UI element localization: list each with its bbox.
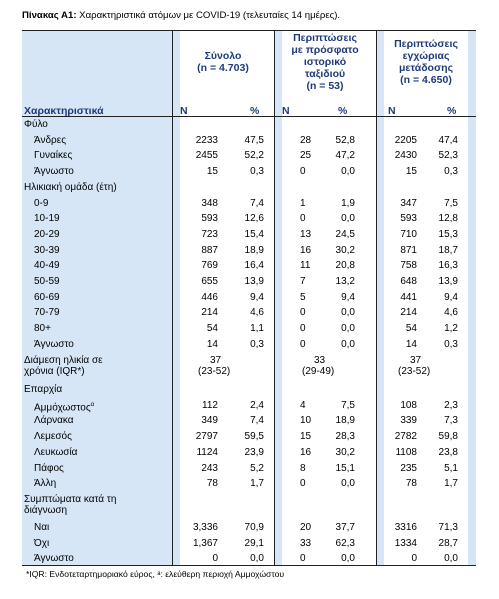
table-cell: 1334	[394, 537, 417, 549]
table-cell: 5	[300, 291, 306, 303]
row-label: Επαρχία	[24, 384, 63, 395]
table-cell: 758	[400, 260, 417, 272]
table-cell: 0,0	[444, 553, 458, 565]
table-cell: 5,1	[444, 462, 458, 474]
table-cell: 0	[300, 166, 306, 178]
table-cell: 11	[300, 260, 311, 272]
table-cell: 347	[400, 197, 417, 209]
table-cell: 0	[300, 323, 306, 335]
row-label: 10-19	[34, 213, 60, 225]
row-label: Λεμεσός	[34, 431, 72, 443]
table-cell: 214	[201, 307, 218, 319]
table-row	[22, 551, 476, 566]
table-cell: 15,1	[335, 462, 355, 474]
table-cell: 54	[405, 323, 417, 335]
table-cell: 871	[400, 244, 417, 256]
table-row	[22, 290, 476, 305]
table-number: Πίνακας Α1:	[22, 10, 77, 21]
row-label: Όχι	[34, 537, 50, 549]
table-cell: 23,9	[244, 446, 264, 458]
row-label: Άγνωστο	[34, 553, 74, 565]
row-label: 40-49	[34, 260, 60, 272]
table-cell: 3,336	[192, 522, 218, 533]
table-cell: 0	[212, 553, 218, 565]
table-row	[22, 398, 476, 413]
table-row	[22, 536, 476, 551]
row-label: 60-69	[34, 291, 60, 303]
table-cell: 1,7	[250, 478, 264, 490]
table-cell: 112	[202, 399, 218, 411]
row-label: 50-59	[34, 276, 60, 287]
table-cell: 0,0	[341, 213, 355, 225]
table-row	[22, 133, 476, 148]
table-cell: 7,3	[444, 415, 458, 427]
table-cell: 30,2	[335, 244, 355, 256]
table-row	[22, 243, 476, 258]
table-cell: 1,2	[444, 323, 458, 335]
header-n-local: N	[388, 105, 396, 117]
table-cell: 0	[300, 338, 306, 350]
symptoms-row: Συμπτώματα κατά τη διάγνωση	[24, 494, 117, 516]
table-cell: 2,4	[250, 399, 264, 411]
table-cell: 15	[300, 431, 312, 443]
table-title	[22, 10, 340, 21]
table-cell: 13,9	[244, 276, 264, 287]
table-cell: 54	[206, 323, 218, 335]
header-n-travel: N	[282, 105, 290, 117]
table-cell: 0	[300, 307, 306, 319]
table-cell: 7,4	[250, 197, 264, 209]
table-cell: 52,2	[244, 150, 264, 162]
table-cell: 10	[300, 415, 312, 427]
table-cell: 70,9	[244, 522, 264, 533]
table-cell: 214	[400, 307, 417, 319]
table-cell: 710	[400, 228, 417, 240]
table-cell: 20	[300, 522, 312, 533]
table-cell: 7,4	[250, 415, 264, 427]
row-label: 0-9	[34, 197, 49, 209]
table-cell: 47,4	[438, 134, 458, 146]
table-cell: 7	[300, 276, 306, 287]
header-total: Σύνολο (n = 4.703)	[197, 50, 249, 74]
row-label: 20-29	[34, 228, 60, 240]
row-label: 80+	[34, 323, 51, 335]
table-cell: 78	[206, 478, 218, 490]
table-cell: 12,8	[438, 213, 458, 225]
footnote-marker: α	[90, 401, 95, 408]
table-cell: 14	[405, 338, 417, 350]
table-cell: 108	[400, 399, 417, 411]
table-cell: 59,8	[438, 431, 458, 443]
table-cell: 59,5	[244, 431, 264, 443]
table-cell: 5,2	[250, 462, 264, 474]
table-cell: 0,0	[341, 338, 355, 350]
table-cell: 655	[201, 276, 218, 287]
table-cell: 0,3	[444, 166, 458, 178]
header-local: Περιπτώσεις εγχώριας μετάδοσης (n = 4.650)	[394, 38, 458, 86]
table-cell: 593	[201, 213, 218, 225]
row-label: Λευκωσία	[34, 446, 78, 458]
table-cell: 235	[400, 462, 417, 474]
table-cell: 16	[300, 244, 312, 256]
table-cell: 2797	[195, 431, 218, 443]
table-cell: 1	[300, 197, 306, 209]
table-cell: 887	[201, 244, 218, 256]
table-row	[22, 117, 476, 132]
table-cell: 9,4	[341, 291, 355, 303]
table-cell: 28,3	[335, 431, 355, 443]
table-cell: 4,6	[250, 307, 264, 319]
table-cell: 2,3	[444, 399, 458, 411]
table-caption: Χαρακτηριστικά ατόμων με COVID-19 (τελευταίες 14 ημέρες).	[76, 10, 341, 21]
table-cell: 52,3	[438, 150, 458, 162]
table-cell: 1,367	[192, 537, 218, 549]
table-cell: 47,2	[335, 150, 355, 162]
table-cell: 2455	[195, 150, 218, 162]
table-cell: 9,4	[444, 291, 458, 303]
table-row	[22, 148, 476, 163]
row-label: Ηλικιακή ομάδα (έτη)	[24, 181, 117, 193]
table-cell: 0,3	[444, 338, 458, 350]
table-cell: 0	[300, 478, 306, 490]
table-row	[22, 321, 476, 336]
table-row	[22, 445, 476, 460]
table-cell: 13,2	[335, 276, 355, 287]
table-cell: 0	[300, 213, 306, 225]
table-cell: 71,3	[438, 522, 458, 533]
table-cell: 0,0	[341, 166, 355, 178]
table-row	[22, 180, 476, 195]
table-cell: 37,7	[335, 522, 355, 533]
row-label: Φύλο	[24, 119, 48, 130]
table-cell: 14	[206, 338, 218, 350]
row-label: Αμμόχωστος	[34, 402, 91, 414]
table-cell: 12,6	[244, 213, 264, 225]
table-row	[22, 382, 476, 397]
row-label: 30-39	[34, 244, 60, 256]
row-label: Άγνωστο	[34, 338, 74, 350]
table-cell: 0	[411, 553, 417, 565]
table-row	[22, 258, 476, 273]
table-cell: 349	[201, 415, 218, 427]
table-row	[22, 227, 476, 242]
table-cell: 7,5	[341, 399, 355, 411]
table-cell: 8	[300, 462, 306, 474]
table-cell: 33	[300, 537, 312, 549]
table-cell: 23,8	[438, 446, 458, 458]
table-cell: 2430	[394, 150, 417, 162]
table-row	[22, 164, 476, 179]
table-cell: 2205	[394, 134, 417, 146]
row-label: Άλλη	[34, 478, 57, 490]
header-pct-local: %	[447, 105, 457, 117]
table-cell: 0,3	[250, 166, 264, 178]
table-cell: 0	[300, 553, 306, 565]
table-cell: 1,9	[341, 197, 355, 209]
table-cell: 723	[201, 228, 218, 240]
table-cell: 1108	[395, 446, 417, 458]
table-row	[22, 211, 476, 226]
table-row	[22, 476, 476, 491]
table-cell: 1124	[196, 446, 218, 458]
table-cell: 2782	[394, 431, 417, 443]
table-row	[22, 461, 476, 476]
row-label: Ναι	[34, 522, 50, 533]
table-cell: 0,0	[341, 323, 355, 335]
table-cell: 4,6	[444, 307, 458, 319]
table-cell: 15	[206, 166, 218, 178]
table-cell: 18,7	[438, 244, 458, 256]
table-cell: 7,5	[444, 197, 458, 209]
table-row	[22, 196, 476, 211]
table-cell: 15	[405, 166, 417, 178]
table-cell: 15,4	[244, 228, 264, 240]
table-cell: 446	[201, 291, 218, 303]
table-cell: 3316	[394, 522, 417, 533]
header-characteristics: Χαρακτηριστικά	[24, 105, 104, 117]
table-cell: 18,9	[244, 244, 264, 256]
table-row	[22, 337, 476, 352]
table-cell: 16,3	[438, 260, 458, 272]
row-label: 70-79	[34, 307, 60, 319]
table-cell: 348	[201, 197, 218, 209]
table-cell: 24,5	[335, 228, 355, 240]
row-label: Πάφος	[34, 462, 64, 474]
table-cell: 0,0	[341, 307, 355, 319]
row-label: Γυναίκες	[34, 150, 73, 162]
table-cell: 13,9	[438, 276, 458, 287]
table-cell: 62,3	[335, 537, 355, 549]
table-cell: 593	[400, 213, 417, 225]
table-cell: 9,4	[250, 291, 264, 303]
table-cell: 243	[201, 462, 218, 474]
table-cell: 16	[300, 446, 312, 458]
table-cell: 769	[201, 260, 218, 272]
table-cell: 0,0	[341, 478, 355, 490]
table-row	[22, 429, 476, 444]
row-label: Λάρνακα	[34, 415, 74, 427]
table-row	[22, 520, 476, 535]
table-cell: 13	[300, 228, 312, 240]
header-n-total: N	[180, 105, 188, 117]
table-cell: 1,7	[444, 478, 458, 490]
footnote: *IQR: Ενδοτεταρτημοριακό εύρος, ᵃ: ελεύθερη περιοχή Αμμοχώστου	[26, 569, 285, 579]
table-cell: 648	[400, 276, 417, 287]
table-cell: 1,1	[250, 323, 264, 335]
table-cell: 4	[300, 399, 306, 411]
table-cell: 52,8	[335, 134, 355, 146]
header-pct-total: %	[250, 105, 260, 117]
row-label: Άνδρες	[34, 134, 67, 146]
table-cell: 47,5	[244, 134, 264, 146]
table-cell: 441	[400, 291, 417, 303]
table-cell: 28	[300, 134, 312, 146]
table-cell: 20,8	[335, 260, 355, 272]
table-cell: 30,2	[335, 446, 355, 458]
table-cell: 0,3	[250, 338, 264, 350]
table-cell: 16,4	[244, 260, 264, 272]
table-cell: 18,9	[335, 415, 355, 427]
table-cell: 339	[400, 415, 417, 427]
table-row	[22, 305, 476, 320]
table-cell: 28,7	[438, 537, 458, 549]
table-cell: 25	[300, 150, 312, 162]
table-row	[22, 274, 476, 289]
median-age-row: Διάμεση ηλικία σε χρόνια (IQR*) 37 (23-52) 33 (29-49) 37 (23-52)	[24, 355, 431, 377]
table-cell: 29,1	[244, 537, 264, 549]
row-label: Άγνωστο	[34, 166, 74, 178]
table-cell: 0,0	[250, 553, 264, 565]
table-cell: 78	[405, 478, 417, 490]
header-travel: Περιπτώσεις με πρόσφατο ιστορικό ταξιδιού (n = 53)	[291, 32, 359, 92]
table-cell: 2233	[195, 134, 218, 146]
table-cell: 0,0	[341, 553, 355, 565]
table-row	[22, 413, 476, 428]
table-cell: 15,3	[438, 228, 458, 240]
header-pct-travel: %	[338, 105, 348, 117]
